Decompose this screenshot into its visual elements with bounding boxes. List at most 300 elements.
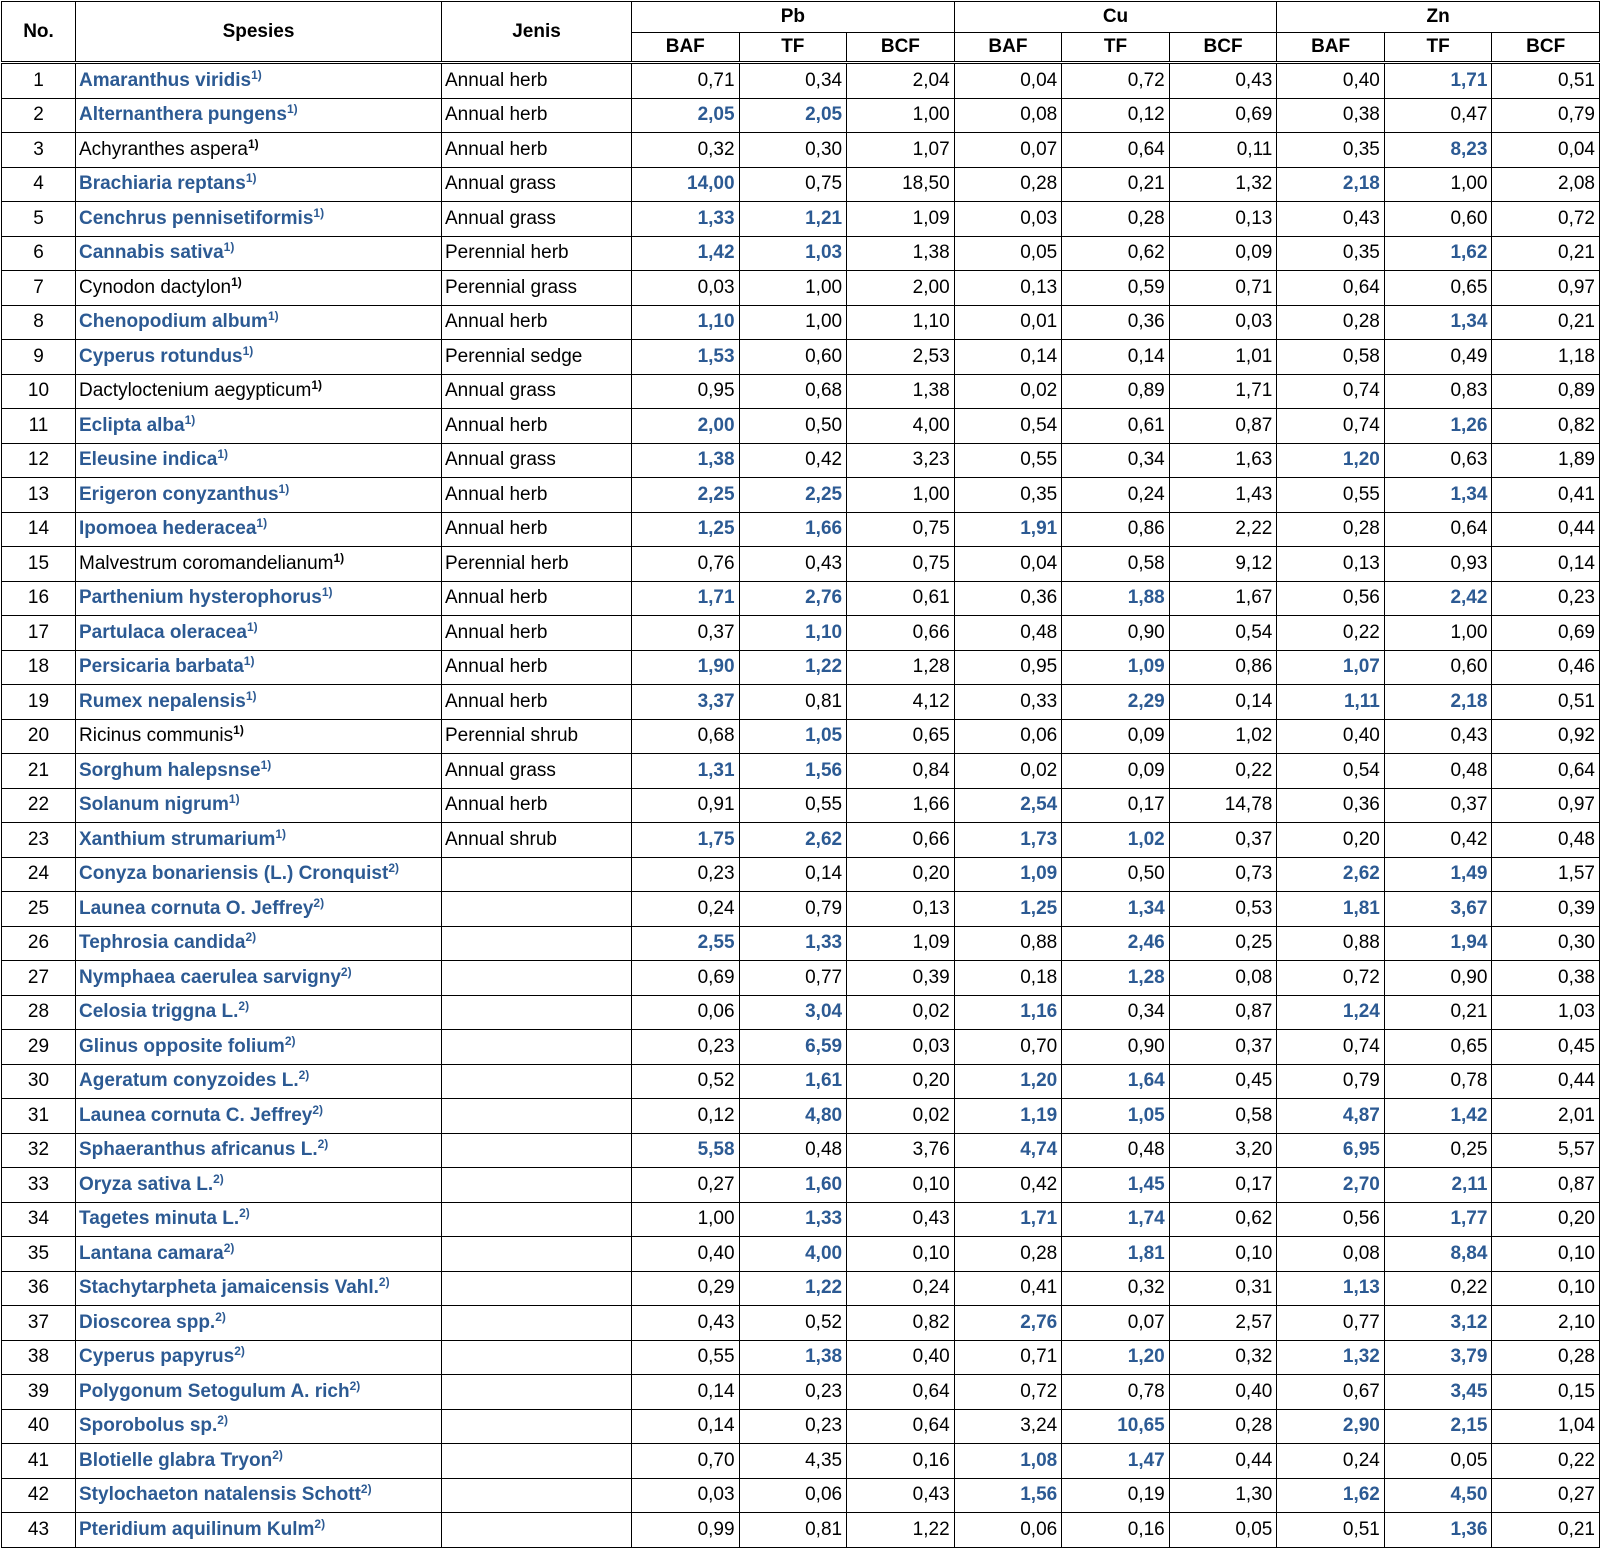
species-name: Stachytarpheta jamaicensis Vahl. — [79, 1277, 379, 1299]
value-pb-baf: 2,05 — [632, 98, 740, 133]
table-row — [2, 1168, 1600, 1203]
value-zn-bcf: 0,20 — [1492, 1202, 1600, 1237]
value-zn-tf: 0,83 — [1384, 374, 1492, 409]
species-cell — [76, 857, 442, 892]
jenis-cell — [442, 1237, 632, 1272]
species-cell — [76, 98, 442, 133]
value-pb-baf: 2,00 — [632, 409, 740, 444]
value-zn-tf: 3,12 — [1384, 1306, 1492, 1341]
jenis-cell: Annual herb — [442, 685, 632, 720]
jenis-cell: Annual grass — [442, 374, 632, 409]
row-number: 33 — [2, 1168, 76, 1203]
value-cu-baf: 1,56 — [954, 1478, 1062, 1513]
value-cu-baf: 2,54 — [954, 788, 1062, 823]
value-zn-bcf: 1,89 — [1492, 443, 1600, 478]
jenis-cell: Perennial grass — [442, 271, 632, 306]
value-pb-baf: 0,69 — [632, 961, 740, 996]
table-row — [2, 926, 1600, 961]
value-cu-bcf: 0,11 — [1169, 133, 1277, 168]
reference-marker: 1) — [217, 447, 228, 462]
value-pb-baf: 5,58 — [632, 1133, 740, 1168]
value-cu-bcf: 0,73 — [1169, 857, 1277, 892]
row-number: 34 — [2, 1202, 76, 1237]
species-name: Alternanthera pungens — [79, 104, 287, 126]
species-name: Conyza bonariensis (L.) Cronquist — [79, 863, 389, 885]
value-cu-baf: 0,06 — [954, 1513, 1062, 1548]
value-pb-bcf: 0,43 — [847, 1478, 955, 1513]
value-pb-bcf: 1,10 — [847, 305, 955, 340]
value-pb-bcf: 1,00 — [847, 478, 955, 513]
value-pb-bcf: 4,12 — [847, 685, 955, 720]
value-zn-bcf: 0,46 — [1492, 650, 1600, 685]
value-cu-bcf: 0,87 — [1169, 995, 1277, 1030]
value-zn-bcf: 0,89 — [1492, 374, 1600, 409]
value-zn-baf: 0,55 — [1277, 478, 1385, 513]
species-name: Persicaria barbata — [79, 656, 244, 678]
jenis-cell — [442, 1202, 632, 1237]
value-cu-baf: 0,48 — [954, 616, 1062, 651]
value-pb-baf: 2,55 — [632, 926, 740, 961]
value-zn-bcf: 1,04 — [1492, 1409, 1600, 1444]
row-number: 38 — [2, 1340, 76, 1375]
value-pb-baf: 0,70 — [632, 1444, 740, 1479]
value-pb-baf: 0,03 — [632, 1478, 740, 1513]
value-pb-bcf: 0,66 — [847, 616, 955, 651]
row-number: 43 — [2, 1513, 76, 1548]
species-cell — [76, 1237, 442, 1272]
value-zn-bcf: 0,82 — [1492, 409, 1600, 444]
species-name: Tagetes minuta L. — [79, 1208, 240, 1230]
value-pb-bcf: 0,10 — [847, 1237, 955, 1272]
jenis-cell: Annual herb — [442, 650, 632, 685]
value-cu-baf: 1,20 — [954, 1064, 1062, 1099]
reference-marker: 1) — [245, 688, 257, 703]
species-name: Cannabis sativa — [79, 242, 224, 264]
value-pb-bcf: 0,64 — [847, 1375, 955, 1410]
species-name: Sorghum halepsnse — [79, 759, 261, 781]
value-cu-bcf: 0,09 — [1169, 236, 1277, 271]
value-cu-tf: 0,34 — [1062, 995, 1170, 1030]
table-row — [2, 685, 1600, 720]
species-cell — [76, 1168, 442, 1203]
table-row — [2, 995, 1600, 1030]
species-name: Parthenium hysterophorus — [79, 587, 322, 609]
reference-marker: 2) — [234, 1344, 245, 1359]
value-pb-tf: 4,35 — [739, 1444, 847, 1479]
value-cu-tf: 1,02 — [1062, 823, 1170, 858]
value-pb-tf: 1,10 — [739, 616, 847, 651]
value-pb-bcf: 1,38 — [847, 236, 955, 271]
value-zn-baf: 0,54 — [1277, 754, 1385, 789]
species-name: Ageratum conyzoides L. — [79, 1070, 299, 1092]
value-zn-tf: 1,34 — [1384, 478, 1492, 513]
value-zn-bcf: 0,92 — [1492, 719, 1600, 754]
value-zn-baf: 0,74 — [1277, 409, 1385, 444]
value-pb-tf: 1,03 — [739, 236, 847, 271]
row-number: 17 — [2, 616, 76, 651]
species-cell — [76, 1340, 442, 1375]
value-zn-tf: 2,18 — [1384, 685, 1492, 720]
value-zn-baf: 1,24 — [1277, 995, 1385, 1030]
value-zn-tf: 1,62 — [1384, 236, 1492, 271]
table-row — [2, 98, 1600, 133]
table-row — [2, 1099, 1600, 1134]
value-cu-bcf: 0,87 — [1169, 409, 1277, 444]
value-cu-baf: 0,18 — [954, 961, 1062, 996]
value-pb-tf: 1,00 — [739, 271, 847, 306]
table-row — [2, 719, 1600, 754]
value-zn-tf: 1,26 — [1384, 409, 1492, 444]
table-row — [2, 1064, 1600, 1099]
value-cu-baf: 0,33 — [954, 685, 1062, 720]
value-zn-bcf: 2,01 — [1492, 1099, 1600, 1134]
jenis-cell — [442, 1133, 632, 1168]
species-name: Nymphaea caerulea sarvigny — [79, 966, 341, 988]
table-row — [2, 305, 1600, 340]
value-pb-baf: 0,95 — [632, 374, 740, 409]
value-pb-tf: 6,59 — [739, 1030, 847, 1065]
species-cell — [76, 1409, 442, 1444]
value-cu-tf: 0,90 — [1062, 1030, 1170, 1065]
value-zn-baf: 0,74 — [1277, 374, 1385, 409]
value-zn-bcf: 0,22 — [1492, 1444, 1600, 1479]
value-pb-bcf: 1,28 — [847, 650, 955, 685]
row-number: 13 — [2, 478, 76, 513]
table-row — [2, 478, 1600, 513]
row-number: 7 — [2, 271, 76, 306]
value-zn-tf: 1,42 — [1384, 1099, 1492, 1134]
value-zn-bcf: 1,03 — [1492, 995, 1600, 1030]
jenis-cell — [442, 1099, 632, 1134]
jenis-cell — [442, 926, 632, 961]
value-cu-baf: 1,91 — [954, 512, 1062, 547]
value-zn-bcf: 0,14 — [1492, 547, 1600, 582]
value-cu-baf: 1,71 — [954, 1202, 1062, 1237]
value-cu-tf: 1,47 — [1062, 1444, 1170, 1479]
value-cu-tf: 0,07 — [1062, 1306, 1170, 1341]
value-pb-baf: 0,76 — [632, 547, 740, 582]
value-pb-bcf: 0,24 — [847, 1271, 955, 1306]
value-zn-baf: 0,67 — [1277, 1375, 1385, 1410]
jenis-cell — [442, 1478, 632, 1513]
value-zn-tf: 2,15 — [1384, 1409, 1492, 1444]
value-pb-tf: 0,81 — [739, 1513, 847, 1548]
value-cu-baf: 0,55 — [954, 443, 1062, 478]
species-cell — [76, 63, 442, 99]
value-cu-baf: 1,73 — [954, 823, 1062, 858]
value-cu-tf: 0,89 — [1062, 374, 1170, 409]
value-cu-bcf: 3,20 — [1169, 1133, 1277, 1168]
header-zn-tf: TF — [1384, 33, 1492, 63]
value-cu-tf: 0,19 — [1062, 1478, 1170, 1513]
value-pb-bcf: 1,22 — [847, 1513, 955, 1548]
row-number: 16 — [2, 581, 76, 616]
value-pb-bcf: 2,53 — [847, 340, 955, 375]
value-cu-tf: 0,28 — [1062, 202, 1170, 237]
value-pb-bcf: 0,20 — [847, 1064, 955, 1099]
value-cu-tf: 1,74 — [1062, 1202, 1170, 1237]
value-pb-bcf: 0,02 — [847, 1099, 955, 1134]
value-zn-bcf: 0,10 — [1492, 1271, 1600, 1306]
value-cu-bcf: 9,12 — [1169, 547, 1277, 582]
reference-marker: 1) — [313, 205, 325, 220]
row-number: 24 — [2, 857, 76, 892]
value-cu-tf: 0,24 — [1062, 478, 1170, 513]
value-pb-bcf: 0,20 — [847, 857, 955, 892]
value-zn-tf: 0,65 — [1384, 271, 1492, 306]
jenis-cell: Annual shrub — [442, 823, 632, 858]
species-name: Cynodon dactylon — [79, 276, 232, 298]
value-pb-baf: 2,25 — [632, 478, 740, 513]
value-cu-tf: 0,90 — [1062, 616, 1170, 651]
value-pb-baf: 0,37 — [632, 616, 740, 651]
species-cell — [76, 995, 442, 1030]
jenis-cell: Annual grass — [442, 167, 632, 202]
value-pb-baf: 1,10 — [632, 305, 740, 340]
row-number: 20 — [2, 719, 76, 754]
value-zn-tf: 0,43 — [1384, 719, 1492, 754]
header-no: No. — [2, 2, 76, 63]
species-name: Eclipta alba — [79, 414, 185, 436]
value-cu-bcf: 14,78 — [1169, 788, 1277, 823]
value-pb-baf: 0,99 — [632, 1513, 740, 1548]
value-zn-tf: 0,21 — [1384, 995, 1492, 1030]
value-pb-baf: 0,23 — [632, 857, 740, 892]
value-cu-baf: 2,76 — [954, 1306, 1062, 1341]
reference-marker: 1) — [321, 585, 333, 600]
value-pb-bcf: 2,04 — [847, 63, 955, 99]
value-cu-tf: 0,64 — [1062, 133, 1170, 168]
table-row — [2, 1375, 1600, 1410]
value-cu-tf: 0,32 — [1062, 1271, 1170, 1306]
value-pb-tf: 1,22 — [739, 1271, 847, 1306]
value-pb-tf: 1,00 — [739, 305, 847, 340]
value-cu-baf: 0,88 — [954, 926, 1062, 961]
value-pb-tf: 2,76 — [739, 581, 847, 616]
value-pb-tf: 4,80 — [739, 1099, 847, 1134]
row-number: 4 — [2, 167, 76, 202]
value-cu-baf: 0,04 — [954, 63, 1062, 99]
value-zn-baf: 1,07 — [1277, 650, 1385, 685]
value-zn-baf: 0,36 — [1277, 788, 1385, 823]
value-cu-bcf: 0,31 — [1169, 1271, 1277, 1306]
species-name: Polygonum Setogulum A. rich — [79, 1380, 350, 1402]
reference-marker: 2) — [388, 861, 399, 876]
value-pb-bcf: 0,10 — [847, 1168, 955, 1203]
table-row — [2, 961, 1600, 996]
value-cu-baf: 0,28 — [954, 167, 1062, 202]
value-zn-tf: 0,90 — [1384, 961, 1492, 996]
table-row — [2, 650, 1600, 685]
value-cu-tf: 1,20 — [1062, 1340, 1170, 1375]
header-metal-cu: Cu — [954, 2, 1277, 33]
table-row — [2, 1237, 1600, 1272]
jenis-cell: Annual grass — [442, 754, 632, 789]
table-row — [2, 1306, 1600, 1341]
species-cell — [76, 1030, 442, 1065]
row-number: 15 — [2, 547, 76, 582]
value-cu-bcf: 0,05 — [1169, 1513, 1277, 1548]
value-cu-bcf: 0,22 — [1169, 754, 1277, 789]
value-pb-baf: 0,91 — [632, 788, 740, 823]
value-zn-baf: 0,24 — [1277, 1444, 1385, 1479]
header-metal-pb: Pb — [632, 2, 955, 33]
row-number: 8 — [2, 305, 76, 340]
reference-marker: 1) — [275, 826, 287, 841]
header-cu-tf: TF — [1062, 33, 1170, 63]
table-row — [2, 1133, 1600, 1168]
value-cu-baf: 0,54 — [954, 409, 1062, 444]
species-cell — [76, 409, 442, 444]
value-zn-tf: 0,37 — [1384, 788, 1492, 823]
species-name: Solanum nigrum — [79, 794, 229, 816]
reference-marker: 2) — [239, 1206, 250, 1221]
species-name: Cyperus papyrus — [79, 1346, 235, 1368]
species-cell — [76, 167, 442, 202]
value-cu-tf: 0,21 — [1062, 167, 1170, 202]
value-pb-tf: 0,75 — [739, 167, 847, 202]
value-pb-bcf: 4,00 — [847, 409, 955, 444]
species-name: Chenopodium album — [79, 311, 268, 333]
value-zn-bcf: 0,69 — [1492, 616, 1600, 651]
value-pb-baf: 0,68 — [632, 719, 740, 754]
value-pb-baf: 1,00 — [632, 1202, 740, 1237]
jenis-cell — [442, 892, 632, 927]
table-row — [2, 340, 1600, 375]
value-cu-baf: 0,06 — [954, 719, 1062, 754]
value-zn-baf: 0,51 — [1277, 1513, 1385, 1548]
species-name: Blotielle glabra Tryon — [79, 1449, 273, 1471]
table-row — [2, 1030, 1600, 1065]
value-zn-tf: 0,25 — [1384, 1133, 1492, 1168]
value-zn-tf: 0,78 — [1384, 1064, 1492, 1099]
value-pb-bcf: 0,75 — [847, 512, 955, 547]
row-number: 5 — [2, 202, 76, 237]
value-zn-bcf: 2,08 — [1492, 167, 1600, 202]
value-zn-bcf: 0,30 — [1492, 926, 1600, 961]
reference-marker: 2) — [213, 1171, 224, 1186]
header-metal-zn: Zn — [1277, 2, 1600, 33]
species-cell — [76, 305, 442, 340]
row-number: 30 — [2, 1064, 76, 1099]
value-zn-baf: 6,95 — [1277, 1133, 1385, 1168]
species-name: Brachiaria reptans — [79, 173, 246, 195]
value-zn-bcf: 0,97 — [1492, 788, 1600, 823]
value-zn-tf: 1,34 — [1384, 305, 1492, 340]
value-zn-tf: 0,64 — [1384, 512, 1492, 547]
value-cu-bcf: 0,71 — [1169, 271, 1277, 306]
reference-marker: 2) — [298, 1068, 310, 1083]
value-zn-baf: 2,70 — [1277, 1168, 1385, 1203]
row-number: 23 — [2, 823, 76, 858]
row-number: 12 — [2, 443, 76, 478]
value-zn-tf: 0,49 — [1384, 340, 1492, 375]
value-cu-baf: 1,08 — [954, 1444, 1062, 1479]
value-zn-tf: 0,65 — [1384, 1030, 1492, 1065]
value-cu-baf: 0,35 — [954, 478, 1062, 513]
value-pb-baf: 0,52 — [632, 1064, 740, 1099]
value-zn-bcf: 0,44 — [1492, 1064, 1600, 1099]
species-cell — [76, 1064, 442, 1099]
value-cu-tf: 1,28 — [1062, 961, 1170, 996]
value-zn-tf: 1,36 — [1384, 1513, 1492, 1548]
value-pb-tf: 2,25 — [739, 478, 847, 513]
value-cu-bcf: 0,40 — [1169, 1375, 1277, 1410]
value-pb-baf: 1,53 — [632, 340, 740, 375]
table-row — [2, 754, 1600, 789]
value-cu-baf: 0,70 — [954, 1030, 1062, 1065]
value-cu-tf: 1,45 — [1062, 1168, 1170, 1203]
header-pb-baf: BAF — [632, 33, 740, 63]
species-name: Malvestrum coromandelianum — [79, 552, 334, 574]
jenis-cell: Annual herb — [442, 133, 632, 168]
value-zn-tf: 1,49 — [1384, 857, 1492, 892]
value-pb-baf: 0,14 — [632, 1375, 740, 1410]
species-cell — [76, 892, 442, 927]
reference-marker: 2) — [245, 930, 257, 945]
species-cell — [76, 1133, 442, 1168]
value-zn-tf: 0,93 — [1384, 547, 1492, 582]
value-cu-baf: 0,14 — [954, 340, 1062, 375]
value-cu-bcf: 1,43 — [1169, 478, 1277, 513]
reference-marker: 1) — [243, 654, 255, 669]
value-cu-bcf: 0,17 — [1169, 1168, 1277, 1203]
reference-marker: 1) — [260, 757, 272, 772]
value-cu-bcf: 0,25 — [1169, 926, 1277, 961]
value-pb-tf: 1,33 — [739, 1202, 847, 1237]
header-jenis: Jenis — [442, 2, 632, 63]
jenis-cell — [442, 1444, 632, 1479]
table-row — [2, 1202, 1600, 1237]
reference-marker: 2) — [215, 1309, 226, 1324]
jenis-cell — [442, 1168, 632, 1203]
row-number: 11 — [2, 409, 76, 444]
value-pb-bcf: 0,40 — [847, 1340, 955, 1375]
table-row — [2, 1340, 1600, 1375]
row-number: 1 — [2, 63, 76, 99]
species-name: Ipomoea hederacea — [79, 518, 257, 540]
reference-marker: 2) — [272, 1447, 283, 1462]
value-cu-bcf: 1,63 — [1169, 443, 1277, 478]
value-cu-bcf: 0,54 — [1169, 616, 1277, 651]
value-pb-baf: 0,14 — [632, 1409, 740, 1444]
value-cu-baf: 0,02 — [954, 374, 1062, 409]
value-cu-tf: 1,09 — [1062, 650, 1170, 685]
value-zn-baf: 0,56 — [1277, 1202, 1385, 1237]
value-cu-bcf: 0,69 — [1169, 98, 1277, 133]
species-name: Tephrosia candida — [79, 932, 246, 954]
table-row — [2, 202, 1600, 237]
value-pb-baf: 0,27 — [632, 1168, 740, 1203]
value-cu-bcf: 1,71 — [1169, 374, 1277, 409]
value-cu-bcf: 0,43 — [1169, 63, 1277, 99]
jenis-cell — [442, 1271, 632, 1306]
value-cu-bcf: 0,53 — [1169, 892, 1277, 927]
value-cu-tf: 0,34 — [1062, 443, 1170, 478]
row-number: 39 — [2, 1375, 76, 1410]
value-pb-baf: 0,40 — [632, 1237, 740, 1272]
value-zn-tf: 3,67 — [1384, 892, 1492, 927]
value-zn-bcf: 0,45 — [1492, 1030, 1600, 1065]
species-cell — [76, 443, 442, 478]
reference-marker: 1) — [248, 136, 259, 151]
species-cell — [76, 271, 442, 306]
value-zn-bcf: 0,27 — [1492, 1478, 1600, 1513]
value-zn-baf: 1,20 — [1277, 443, 1385, 478]
value-zn-baf: 0,35 — [1277, 236, 1385, 271]
header-spesies: Spesies — [76, 2, 442, 63]
table-body — [2, 63, 1600, 1548]
